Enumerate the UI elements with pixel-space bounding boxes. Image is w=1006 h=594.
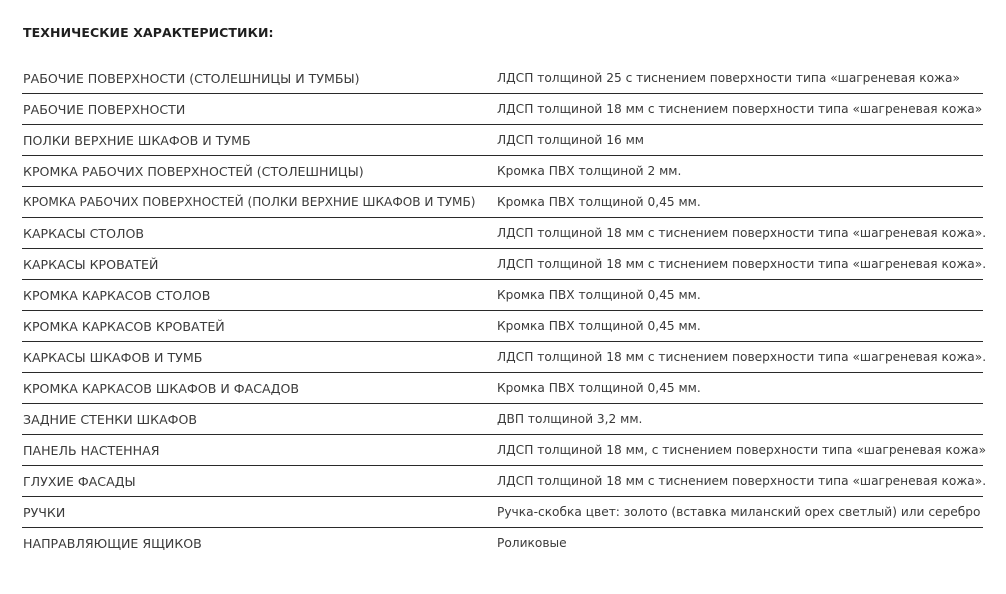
spec-name: РАБОЧИЕ ПОВЕРХНОСТИ (СТОЛЕШНИЦЫ И ТУМБЫ) bbox=[23, 71, 360, 86]
spec-row bbox=[22, 342, 987, 373]
spec-value: ЛДСП толщиной 18 мм с тиснением поверхности типа «шагреневая кожа». bbox=[497, 257, 987, 271]
spec-name: КАРКАСЫ КРОВАТЕЙ bbox=[23, 257, 159, 272]
spec-row bbox=[22, 528, 983, 559]
spec-value: ЛДСП толщиной 18 мм с тиснением поверхности типа «шагреневая кожа». bbox=[497, 474, 987, 488]
spec-name: КРОМКА КАРКАСОВ ШКАФОВ И ФАСАДОВ bbox=[23, 381, 300, 396]
spec-value: Кромка ПВХ толщиной 2 мм. bbox=[497, 164, 682, 178]
spec-row bbox=[22, 466, 987, 497]
spec-name: РУЧКИ bbox=[23, 505, 66, 520]
spec-row bbox=[22, 125, 983, 156]
spec-name: КРОМКА КАРКАСОВ КРОВАТЕЙ bbox=[23, 319, 225, 334]
spec-value: Кромка ПВХ толщиной 0,45 мм. bbox=[497, 195, 701, 209]
spec-name: КАРКАСЫ ШКАФОВ И ТУМБ bbox=[23, 350, 203, 365]
spec-value: ЛДСП толщиной 18 мм с тиснением поверхности типа «шагреневая кожа». bbox=[497, 226, 987, 240]
spec-value: ЛДСП толщиной 18 мм с тиснением поверхности типа «шагреневая кожа» bbox=[497, 102, 983, 116]
spec-value: Кромка ПВХ толщиной 0,45 мм. bbox=[497, 288, 701, 302]
spec-row bbox=[22, 497, 983, 528]
spec-value: ЛДСП толщиной 18 мм с тиснением поверхности типа «шагреневая кожа». bbox=[497, 350, 987, 364]
spec-row bbox=[22, 156, 983, 187]
spec-row bbox=[22, 249, 987, 280]
spec-row bbox=[22, 435, 987, 466]
spec-row bbox=[22, 63, 983, 94]
specs-table bbox=[22, 63, 987, 559]
spec-name: КРОМКА КАРКАСОВ СТОЛОВ bbox=[23, 288, 211, 303]
spec-name: РАБОЧИЕ ПОВЕРХНОСТИ bbox=[23, 102, 186, 117]
spec-row bbox=[22, 311, 983, 342]
spec-row bbox=[22, 280, 983, 311]
spec-value: Кромка ПВХ толщиной 0,45 мм. bbox=[497, 381, 701, 395]
spec-name: КРОМКА РАБОЧИХ ПОВЕРХНОСТЕЙ (ПОЛКИ ВЕРХНИЕ ШКАФОВ И ТУМБ) bbox=[23, 195, 476, 209]
spec-row bbox=[22, 218, 987, 249]
spec-value: Кромка ПВХ толщиной 0,45 мм. bbox=[497, 319, 701, 333]
spec-value: ЛДСП толщиной 18 мм, с тиснением поверхности типа «шагреневая кожа» bbox=[497, 443, 987, 457]
spec-row bbox=[22, 404, 983, 435]
spec-value: Роликовые bbox=[497, 536, 567, 550]
spec-row bbox=[22, 187, 983, 218]
spec-name: НАПРАВЛЯЮЩИЕ ЯЩИКОВ bbox=[23, 536, 202, 551]
spec-value: ЛДСП толщиной 25 с тиснением поверхности типа «шагреневая кожа» bbox=[497, 71, 960, 85]
spec-name: ПАНЕЛЬ НАСТЕННАЯ bbox=[23, 443, 160, 458]
spec-name: ПОЛКИ ВЕРХНИЕ ШКАФОВ И ТУМБ bbox=[23, 133, 251, 148]
spec-value: ДВП толщиной 3,2 мм. bbox=[497, 412, 643, 426]
spec-name: ЗАДНИЕ СТЕНКИ ШКАФОВ bbox=[23, 412, 198, 427]
spec-row bbox=[22, 94, 983, 125]
spec-name: КРОМКА РАБОЧИХ ПОВЕРХНОСТЕЙ (СТОЛЕШНИЦЫ) bbox=[23, 164, 364, 179]
spec-name: КАРКАСЫ СТОЛОВ bbox=[23, 226, 145, 241]
spec-value: ЛДСП толщиной 16 мм bbox=[497, 133, 644, 147]
spec-row bbox=[22, 373, 983, 404]
spec-name: ГЛУХИЕ ФАСАДЫ bbox=[23, 474, 136, 489]
section-heading: ТЕХНИЧЕСКИЕ ХАРАКТЕРИСТИКИ: bbox=[23, 25, 274, 40]
spec-value: Ручка-скобка цвет: золото (вставка миланский орех светлый) или серебро bbox=[497, 505, 981, 519]
